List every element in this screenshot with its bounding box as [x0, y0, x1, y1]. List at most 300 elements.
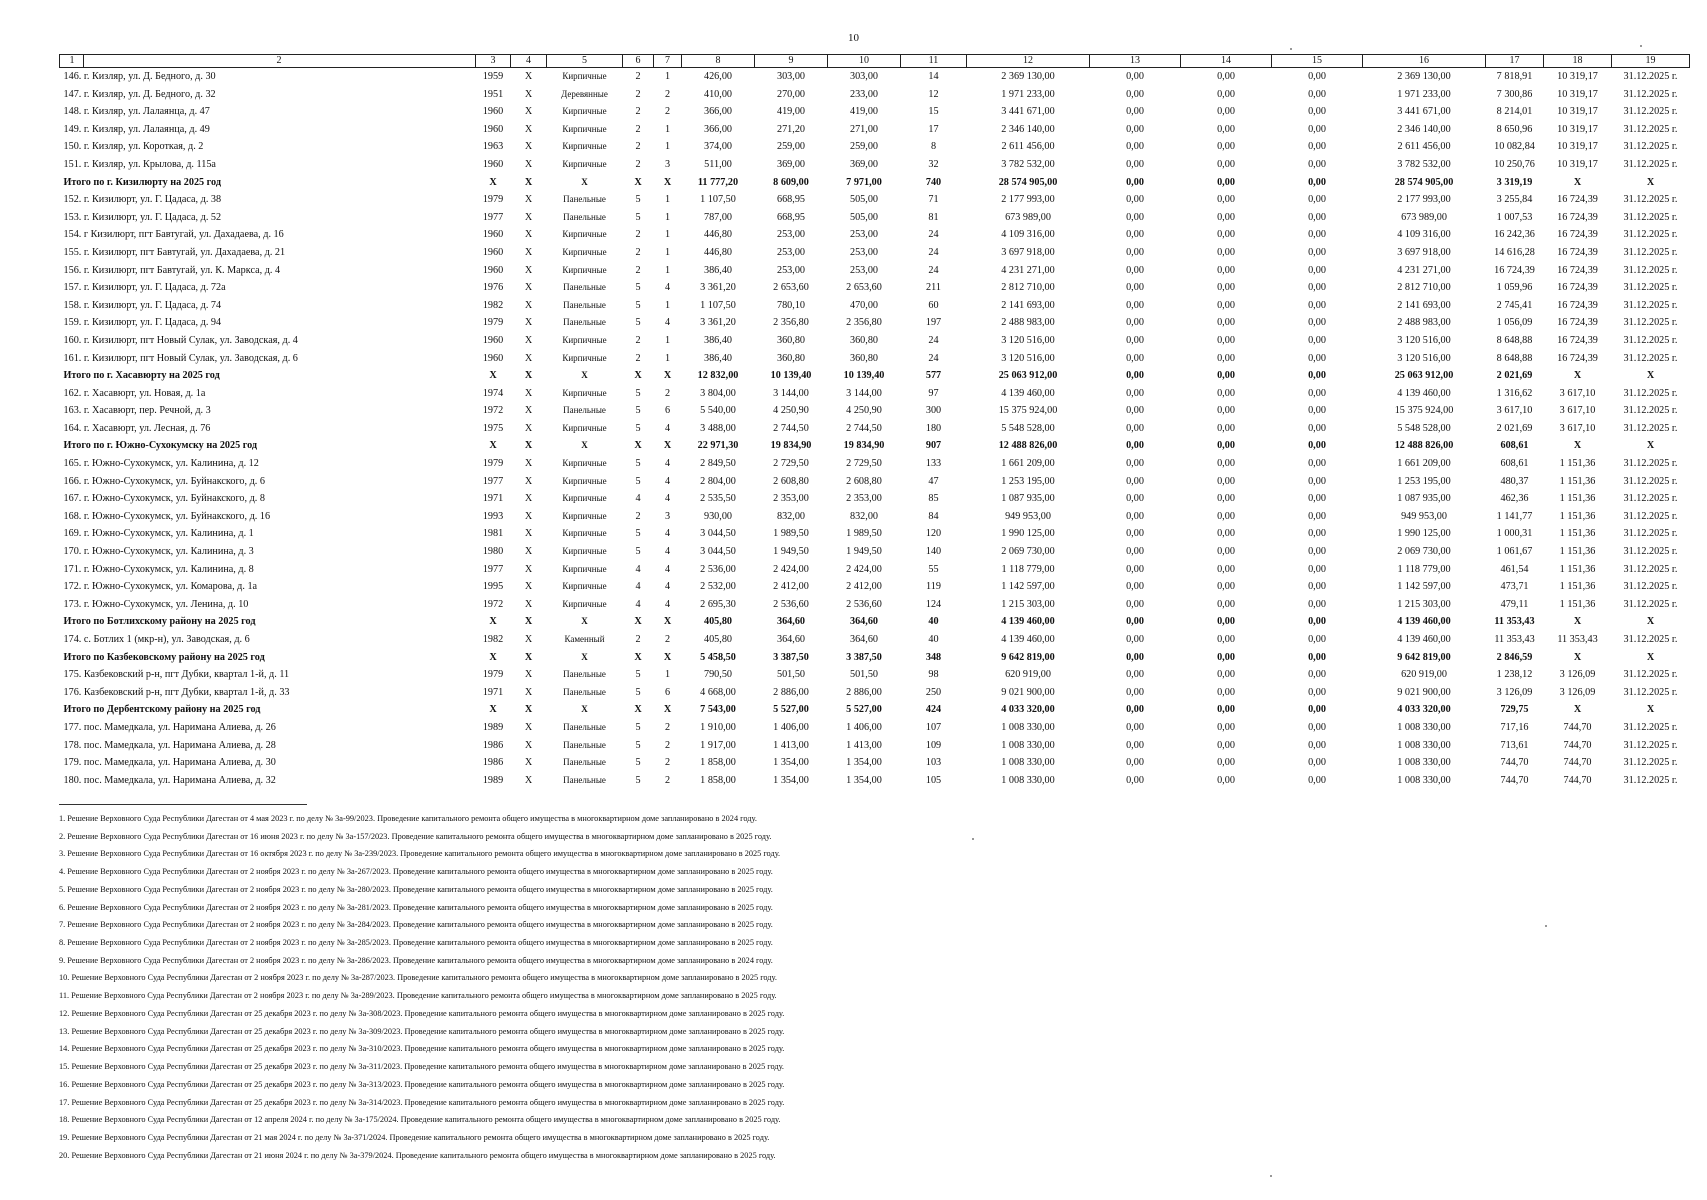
table-cell: 5 [635, 528, 641, 540]
table-cell: 1960 [482, 246, 504, 258]
table-cell: 3 387,50 [846, 651, 882, 663]
table-cell: 19 834,90 [770, 440, 812, 452]
table-cell: 2 [664, 774, 671, 786]
table-cell: 0,00 [1217, 757, 1235, 769]
subtotal-row [60, 174, 1690, 192]
table-cell: 31.12.2025 г. [1623, 493, 1678, 505]
address-cell: 152. г. Кизилюрт, ул. Г. Цадаса, д. 38 [63, 194, 222, 206]
table-cell: 0,00 [1217, 563, 1235, 575]
table-cell: 0,00 [1126, 475, 1144, 487]
address-cell: 162. г. Хасавюрт, ул. Новая, д. 1а [63, 387, 206, 399]
table-cell: 2 653,60 [846, 282, 882, 294]
table-cell: 386,40 [703, 334, 732, 346]
table-cell: 3 044,50 [700, 528, 736, 540]
table-cell: 0,00 [1126, 123, 1144, 135]
table-cell: 1 061,67 [1496, 546, 1533, 558]
table-cell: 1977 [482, 211, 504, 223]
table-row [60, 103, 1690, 121]
table-cell: 85 [928, 493, 939, 505]
table-cell: 577 [925, 370, 942, 382]
table-cell: Панельные [563, 757, 606, 768]
table-cell: 1 107,50 [700, 299, 736, 311]
address-cell: 153. г. Кизилюрт, ул. Г. Цадаса, д. 52 [63, 211, 222, 223]
table-cell: 31.12.2025 г. [1623, 686, 1678, 698]
table-cell: 1 [664, 264, 671, 276]
table-cell: 16 724,39 [1557, 334, 1598, 346]
table-row [60, 209, 1690, 227]
table-cell: 1 142 597,00 [1397, 581, 1451, 593]
table-cell: 0,00 [1308, 581, 1326, 593]
table-row [60, 138, 1690, 156]
column-number-cell: 17 [1486, 55, 1544, 68]
footnote-line: 12. Решение Верховного Суда Республики Дагестан от 25 декабря 2023 г. по делу № 3а-308/2023. Проведение капитального ремонта общего имущества в многоквартирном доме запланировано в 2025 году. [59, 1008, 785, 1018]
table-cell: 5 540,00 [700, 405, 736, 417]
table-cell: 0,00 [1126, 317, 1144, 329]
table-cell: 0,00 [1217, 299, 1235, 311]
table-cell: 31.12.2025 г. [1623, 229, 1678, 241]
table-cell: 140 [925, 546, 942, 558]
address-cell: 166. г. Южно-Сухокумск, ул. Буйнакского, д. 6 [63, 475, 265, 487]
table-cell: 1976 [482, 282, 504, 294]
table-cell: 0,00 [1308, 299, 1326, 311]
table-cell: X [634, 616, 642, 628]
table-cell: 2 346 140,00 [1001, 123, 1055, 135]
table-cell: 505,00 [849, 211, 878, 223]
table-cell: 0,00 [1217, 176, 1235, 188]
table-cell: 405,80 [703, 616, 732, 628]
table-row [60, 596, 1690, 614]
table-cell: 31.12.2025 г. [1623, 510, 1678, 522]
table-cell: 668,95 [776, 211, 805, 223]
table-cell: X [524, 211, 533, 223]
table-cell: 7 300,86 [1496, 88, 1533, 100]
table-cell: 744,70 [1563, 774, 1592, 786]
table-row [60, 279, 1690, 297]
table-cell: X [1573, 440, 1582, 452]
table-cell: X [1573, 616, 1582, 628]
table-cell: 16 724,39 [1494, 264, 1535, 276]
column-number-cell: 3 [476, 55, 511, 68]
table-cell: 0,00 [1126, 757, 1144, 769]
table-cell: X [524, 581, 533, 593]
table-cell: 787,00 [703, 211, 732, 223]
table-cell: 31.12.2025 г. [1623, 123, 1678, 135]
table-cell: 0,00 [1126, 334, 1144, 346]
table-cell: 24 [928, 334, 939, 346]
table-cell: 1 253 195,00 [1001, 475, 1055, 487]
table-cell: 479,11 [1500, 598, 1529, 610]
table-cell: 31.12.2025 г. [1623, 598, 1678, 610]
table-cell: 2 [635, 334, 641, 346]
table-cell: 419,00 [776, 106, 805, 118]
table-cell: 744,70 [1500, 757, 1529, 769]
table-cell: 55 [928, 563, 939, 575]
table-cell: 250 [925, 686, 942, 698]
table-row [60, 226, 1690, 244]
table-cell: 0,00 [1126, 493, 1144, 505]
table-cell: 0,00 [1308, 493, 1326, 505]
table-cell: 6 [664, 686, 671, 698]
table-cell: 0,00 [1308, 704, 1326, 716]
table-cell: X [663, 176, 672, 188]
table-cell: 2 353,00 [773, 493, 809, 505]
column-number-cell: 9 [755, 55, 828, 68]
table-cell: X [524, 264, 533, 276]
table-cell: 3 [664, 510, 671, 522]
table-cell: 5 [635, 422, 641, 434]
table-cell: 259,00 [849, 141, 878, 153]
table-cell: 2 729,50 [846, 458, 882, 470]
table-cell: 1 354,00 [773, 757, 809, 769]
table-cell: 1986 [482, 739, 504, 751]
table-cell: 0,00 [1217, 651, 1235, 663]
table-cell: 16 724,39 [1557, 264, 1598, 276]
column-number: 1 [61, 55, 84, 67]
table-cell: Кирпичные [562, 563, 607, 574]
table-cell: 364,60 [849, 616, 878, 628]
table-cell: 4 109 316,00 [1001, 229, 1055, 241]
table-cell: 0,00 [1308, 669, 1326, 681]
table-cell: 1 056,09 [1496, 317, 1533, 329]
table-cell: Кирпичные [562, 141, 607, 152]
table-cell: 16 724,39 [1557, 246, 1598, 258]
table-cell: 5 [635, 282, 641, 294]
table-cell: 253,00 [849, 264, 878, 276]
table-cell: X [663, 440, 672, 452]
column-number-cell: 18 [1544, 55, 1612, 68]
table-cell: 2 [635, 158, 641, 170]
table-cell: 97 [928, 387, 939, 399]
table-cell: 1 971 233,00 [1397, 88, 1451, 100]
table-cell: 1 087 935,00 [1397, 493, 1451, 505]
table-cell: 2 [635, 141, 641, 153]
table-cell: 300 [925, 405, 942, 417]
table-cell: 1 008 330,00 [1001, 721, 1055, 733]
address-cell: 160. г. Кизилюрт, пгт Новый Сулак, ул. Заводская, д. 4 [63, 334, 298, 346]
table-cell: 15 375 924,00 [1394, 405, 1454, 417]
table-cell: Кирпичные [562, 123, 607, 134]
table-cell: 10 319,17 [1557, 106, 1598, 118]
table-cell: 1 406,00 [773, 721, 809, 733]
table-cell: 31.12.2025 г. [1623, 405, 1678, 417]
table-cell: X [634, 651, 642, 663]
table-cell: 22 971,30 [697, 440, 739, 452]
table-cell: 0,00 [1308, 106, 1326, 118]
table-cell: 2 608,80 [846, 475, 882, 487]
table-cell: 0,00 [1217, 422, 1235, 434]
column-number-cell: 5 [547, 55, 623, 68]
table-cell: 3 144,00 [846, 387, 882, 399]
table-cell: 31.12.2025 г. [1623, 546, 1678, 558]
table-cell: 6 [664, 405, 671, 417]
table-cell: 364,60 [776, 634, 805, 645]
table-cell: X [524, 176, 533, 188]
table-cell: 3 697 918,00 [1397, 246, 1451, 258]
table-cell: 717,16 [1500, 721, 1529, 733]
table-cell: 8 609,00 [773, 176, 809, 188]
table-cell: 0,00 [1217, 616, 1235, 628]
address-cell: Итого по Казбековскому району на 2025 год [63, 651, 265, 663]
table-cell: 1960 [482, 123, 504, 135]
table-cell: 31.12.2025 г. [1623, 264, 1678, 276]
table-row [60, 561, 1690, 579]
table-cell: 12 488 826,00 [1394, 440, 1454, 452]
table-cell: 11 353,43 [1494, 616, 1535, 628]
footnote-line: 6. Решение Верховного Суда Республики Дагестан от 2 ноября 2023 г. по делу № 3а-281/2023. Проведение капитального ремонта общего имущества в многоквартирном доме запланировано в 2025 году. [59, 902, 773, 912]
table-cell: 1 007,53 [1496, 211, 1533, 223]
table-cell: 2 886,00 [846, 686, 882, 698]
table-cell: 3 319,19 [1496, 176, 1533, 188]
table-cell: X [581, 370, 588, 381]
table-cell: X [524, 616, 533, 628]
table-cell: 1 142 597,00 [1001, 581, 1055, 593]
table-cell: 16 724,39 [1557, 299, 1598, 311]
table-cell: X [524, 334, 533, 346]
table-cell: 60 [928, 299, 939, 311]
table-cell: 3 120 516,00 [1001, 352, 1055, 364]
table-cell: 713,61 [1500, 739, 1529, 751]
table-cell: 2 608,80 [773, 475, 809, 487]
table-cell: Кирпичные [562, 510, 607, 521]
table-cell: 16 242,36 [1494, 229, 1535, 241]
table-cell: 1 253 195,00 [1397, 475, 1451, 487]
table-cell: 2 [635, 229, 641, 241]
table-cell: 0,00 [1217, 264, 1235, 276]
address-cell: 177. пос. Мамедкала, ул. Наримана Алиева, д. 26 [63, 721, 276, 733]
address-cell: Итого по Дербентскому району на 2025 год [63, 704, 261, 716]
address-cell: 159. г. Кизилюрт, ул. Г. Цадаса, д. 94 [63, 317, 222, 329]
table-cell: Панельные [563, 211, 606, 222]
table-cell: 2 [635, 510, 641, 522]
table-cell: 1951 [482, 88, 504, 100]
table-cell: 0,00 [1308, 387, 1326, 399]
table-cell: 1 917,00 [700, 739, 736, 751]
address-cell: 165. г. Южно-Сухокумск, ул. Калинина, д. 12 [63, 458, 259, 470]
table-cell: 673 989,00 [1401, 211, 1447, 223]
table-cell: 10 139,40 [770, 370, 812, 382]
table-cell: 0,00 [1126, 370, 1144, 382]
table-cell: 25 063 912,00 [998, 370, 1058, 382]
table-cell: 31.12.2025 г. [1623, 88, 1678, 100]
table-cell: 10 082,84 [1494, 141, 1535, 153]
subtotal-row [60, 613, 1690, 631]
repair-schedule-table [59, 54, 1690, 789]
table-cell: 2 849,50 [700, 458, 736, 470]
table-cell: 0,00 [1217, 106, 1235, 118]
table-cell: 4 139 460,00 [1001, 634, 1055, 645]
table-cell: 31.12.2025 г. [1623, 422, 1678, 434]
table-cell: 1979 [482, 458, 504, 470]
table-cell: 2 745,41 [1496, 299, 1533, 311]
table-cell: 364,60 [776, 616, 805, 628]
table-cell: 4 109 316,00 [1397, 229, 1451, 241]
table-cell: 2 424,00 [773, 563, 809, 575]
table-cell: 1 [664, 299, 671, 311]
table-cell: 0,00 [1217, 739, 1235, 751]
table-row [60, 578, 1690, 596]
table-cell: 1 087 935,00 [1001, 493, 1055, 505]
table-cell: X [524, 598, 533, 610]
table-cell: Кирпичные [562, 528, 607, 539]
table-cell: 10 319,17 [1557, 71, 1598, 82]
table-cell: 1 989,50 [846, 528, 882, 540]
footnote-line: 13. Решение Верховного Суда Республики Дагестан от 25 декабря 2023 г. по делу № 3а-309/2023. Проведение капитального ремонта общего имущества в многоквартирном доме запланировано в 2025 году. [59, 1026, 785, 1036]
address-cell: 169. г. Южно-Сухокумск, ул. Калинина, д. 1 [63, 528, 254, 540]
table-cell: 0,00 [1217, 669, 1235, 681]
table-cell: 7 818,91 [1496, 71, 1533, 82]
table-row [60, 402, 1690, 420]
subtotal-row [60, 437, 1690, 455]
table-cell: 0,00 [1126, 440, 1144, 452]
table-row [60, 631, 1690, 649]
table-cell: 744,70 [1563, 721, 1592, 733]
table-cell: 2 [664, 387, 671, 399]
table-cell: X [1646, 704, 1655, 716]
table-cell: 4 [664, 528, 671, 540]
table-cell: 10 319,17 [1557, 123, 1598, 135]
table-cell: 907 [925, 440, 942, 452]
table-cell: 3 387,50 [773, 651, 809, 663]
table-cell: X [524, 71, 533, 82]
table-cell: 0,00 [1126, 563, 1144, 575]
table-cell: 2 536,60 [846, 598, 882, 610]
table-cell: 24 [928, 264, 939, 276]
table-cell: X [1573, 370, 1582, 382]
address-cell: 170. г. Южно-Сухокумск, ул. Калинина, д. 3 [63, 546, 254, 558]
table-cell: 3 488,00 [700, 422, 736, 434]
table-cell: 1 [664, 211, 671, 223]
table-cell: 15 [928, 106, 939, 118]
table-cell: 0,00 [1308, 194, 1326, 206]
table-cell: 2 177 993,00 [1397, 194, 1451, 206]
table-cell: 2 [635, 71, 641, 82]
table-cell: 0,00 [1308, 528, 1326, 540]
table-cell: 28 574 905,00 [998, 176, 1058, 188]
table-cell: 1963 [482, 141, 504, 153]
table-cell: 4 250,90 [846, 405, 882, 417]
table-cell: X [489, 176, 497, 188]
column-number-cell: 6 [623, 55, 654, 68]
table-cell: 253,00 [776, 264, 805, 276]
table-cell: 2 346 140,00 [1397, 123, 1451, 135]
table-cell: X [524, 546, 533, 558]
table-cell: X [489, 616, 497, 628]
table-cell: 2 [664, 634, 671, 645]
table-cell: 0,00 [1308, 774, 1326, 786]
table-cell: X [524, 194, 533, 206]
address-cell: 151. г. Кизляр, ул. Крылова, д. 115а [63, 158, 216, 170]
table-cell: 81 [928, 211, 939, 223]
address-cell: 180. пос. Мамедкала, ул. Наримана Алиева, д. 32 [63, 774, 276, 786]
table-cell: 1 118 779,00 [1001, 563, 1055, 575]
table-cell: 374,00 [703, 141, 732, 153]
table-cell: X [524, 158, 533, 170]
table-cell: 0,00 [1308, 317, 1326, 329]
table-cell: 124 [925, 598, 942, 610]
table-cell: Кирпичные [562, 493, 607, 504]
table-cell: 0,00 [1217, 528, 1235, 540]
table-cell: 0,00 [1217, 440, 1235, 452]
address-cell: 161. г. Кизилюрт, пгт Новый Сулак, ул. Заводская, д. 6 [63, 352, 298, 364]
table-cell: 1 151,36 [1559, 493, 1596, 505]
table-cell: 501,50 [849, 669, 878, 681]
table-cell: 0,00 [1126, 422, 1144, 434]
footnote-line: 8. Решение Верховного Суда Республики Дагестан от 2 ноября 2023 г. по делу № 3а-285/2023. Проведение капитального ремонта общего имущества в многоквартирном доме запланировано в 2025 году. [59, 938, 773, 948]
table-cell: 31.12.2025 г. [1623, 352, 1678, 364]
table-cell: 0,00 [1126, 546, 1144, 558]
table-cell: 0,00 [1308, 334, 1326, 346]
column-number-cell: 7 [654, 55, 682, 68]
table-row [60, 332, 1690, 350]
table-cell: 0,00 [1126, 581, 1144, 593]
table-cell: 1986 [482, 757, 504, 769]
table-cell: 0,00 [1217, 634, 1235, 645]
table-cell: 5 [635, 739, 641, 751]
table-cell: 2 729,50 [773, 458, 809, 470]
table-cell: 0,00 [1126, 158, 1144, 170]
table-cell: 5 [635, 669, 641, 681]
table-cell: 410,00 [703, 88, 732, 100]
table-cell: X [1646, 651, 1655, 663]
table-cell: X [524, 528, 533, 540]
table-cell: 8 214,01 [1496, 106, 1533, 118]
table-cell: 0,00 [1217, 774, 1235, 786]
table-cell: 180 [925, 422, 942, 434]
table-cell: X [524, 123, 533, 135]
table-cell: X [634, 704, 642, 716]
table-cell: 5 [635, 546, 641, 558]
table-cell: 4 139 460,00 [1397, 387, 1451, 399]
table-cell: 5 [635, 299, 641, 311]
table-cell: X [524, 774, 533, 786]
table-cell: 1972 [482, 405, 504, 417]
table-cell: X [524, 370, 533, 382]
table-cell: 0,00 [1217, 317, 1235, 329]
table-cell: 2 [664, 88, 671, 100]
table-cell: 0,00 [1308, 71, 1326, 82]
table-cell: 1 008 330,00 [1397, 721, 1451, 733]
table-cell: 1979 [482, 669, 504, 681]
table-cell: 2 [635, 106, 641, 118]
table-cell: 2 536,00 [700, 563, 736, 575]
table-cell: Панельные [563, 282, 606, 293]
table-cell: 1 008 330,00 [1001, 757, 1055, 769]
table-cell: 233,00 [849, 88, 878, 100]
table-cell: 1 413,00 [846, 739, 882, 751]
table-cell: 31.12.2025 г. [1623, 528, 1678, 540]
table-row [60, 473, 1690, 491]
table-cell: 1959 [482, 71, 504, 82]
table-cell: 1 661 209,00 [1397, 458, 1451, 470]
column-number-cell: 11 [901, 55, 967, 68]
table-cell: 31.12.2025 г. [1623, 458, 1678, 470]
table-cell: 386,40 [703, 264, 732, 276]
table-cell: 2 369 130,00 [1397, 71, 1451, 82]
table-cell: X [1646, 440, 1655, 452]
table-cell: 31.12.2025 г. [1623, 563, 1678, 575]
table-cell: X [524, 317, 533, 329]
table-cell: Кирпичные [562, 387, 607, 398]
column-number-cell [60, 55, 476, 68]
table-row [60, 508, 1690, 526]
table-cell: 4 [635, 598, 641, 610]
table-cell: 369,00 [776, 158, 805, 170]
table-cell: 24 [928, 229, 939, 241]
column-number-cell: 14 [1181, 55, 1272, 68]
table-cell: 3 617,10 [1496, 405, 1533, 417]
table-cell: 1 238,12 [1496, 669, 1533, 681]
table-cell: 4 [664, 317, 671, 329]
